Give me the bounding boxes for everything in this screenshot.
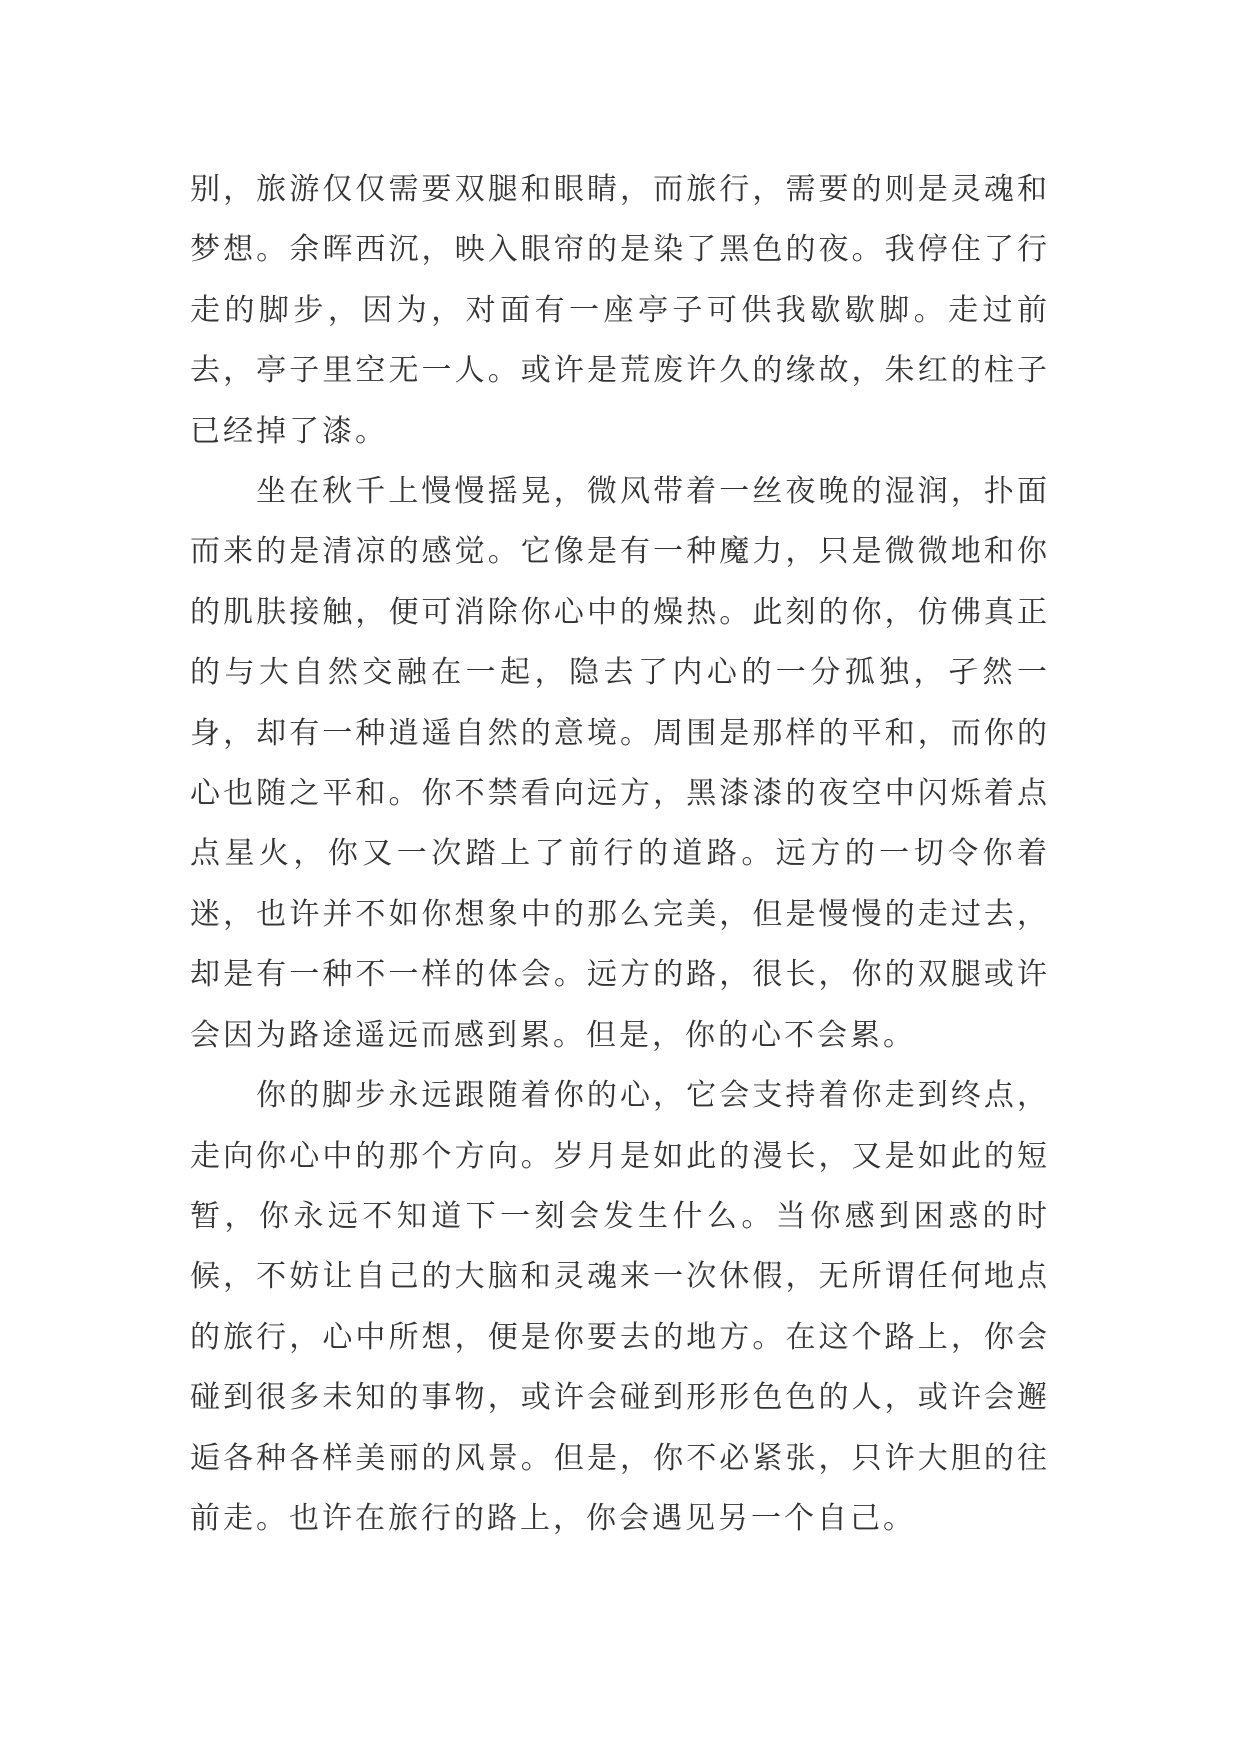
paragraph-3: 你的脚步永远跟随着你的心，它会支持着你走到终点，走向你心中的那个方向。岁月是如此的漫长，又是如此的短暂，你永远不知道下一刻会发生什么。当你感到困惑的时候，不妨让自己的大脑和灵魂来一次休假，无所谓任何地点的旅行，心中所想，便是你要去的地方。在这个路上，你会碰到很多未知的事物，或许会碰到形形色色的人，或许会邂逅各种各样美丽的风景。但是，你不必紧张，只许大胆的往前走。也许在旅行的路上，你会遇见另一个自己。 xyxy=(190,1078,1050,1536)
document-body xyxy=(190,160,1050,1549)
paragraph-1: 别，旅游仅仅需要双腿和眼睛，而旅行，需要的则是灵魂和梦想。余晖西沉，映入眼帘的是染了黑色的夜。我停住了行走的脚步，因为，对面有一座亭子可供我歇歇脚。走过前去，亭子里空无一人。或许是荒废许久的缘故，朱红的柱子已经掉了漆。 xyxy=(190,172,1050,449)
paragraph-2: 坐在秋千上慢慢摇晃，微风带着一丝夜晚的湿润，扑面而来的是清凉的感觉。它像是有一种魔力，只是微微地和你的肌肤接触，便可消除你心中的燥热。此刻的你，仿佛真正的与大自然交融在一起，隐去了内心的一分孤独，孑然一身，却有一种逍遥自然的意境。周围是那样的平和，而你的心也随之平和。你不禁看向远方，黑漆漆的夜空中闪烁着点点星火，你又一次踏上了前行的道路。远方的一切令你着迷，也许并不如你想象中的那么完美，但是慢慢的走过去，却是有一种不一样的体会。远方的路，很长，你的双腿或许会因为路途遥远而感到累。但是，你的心不会累。 xyxy=(190,474,1050,1053)
